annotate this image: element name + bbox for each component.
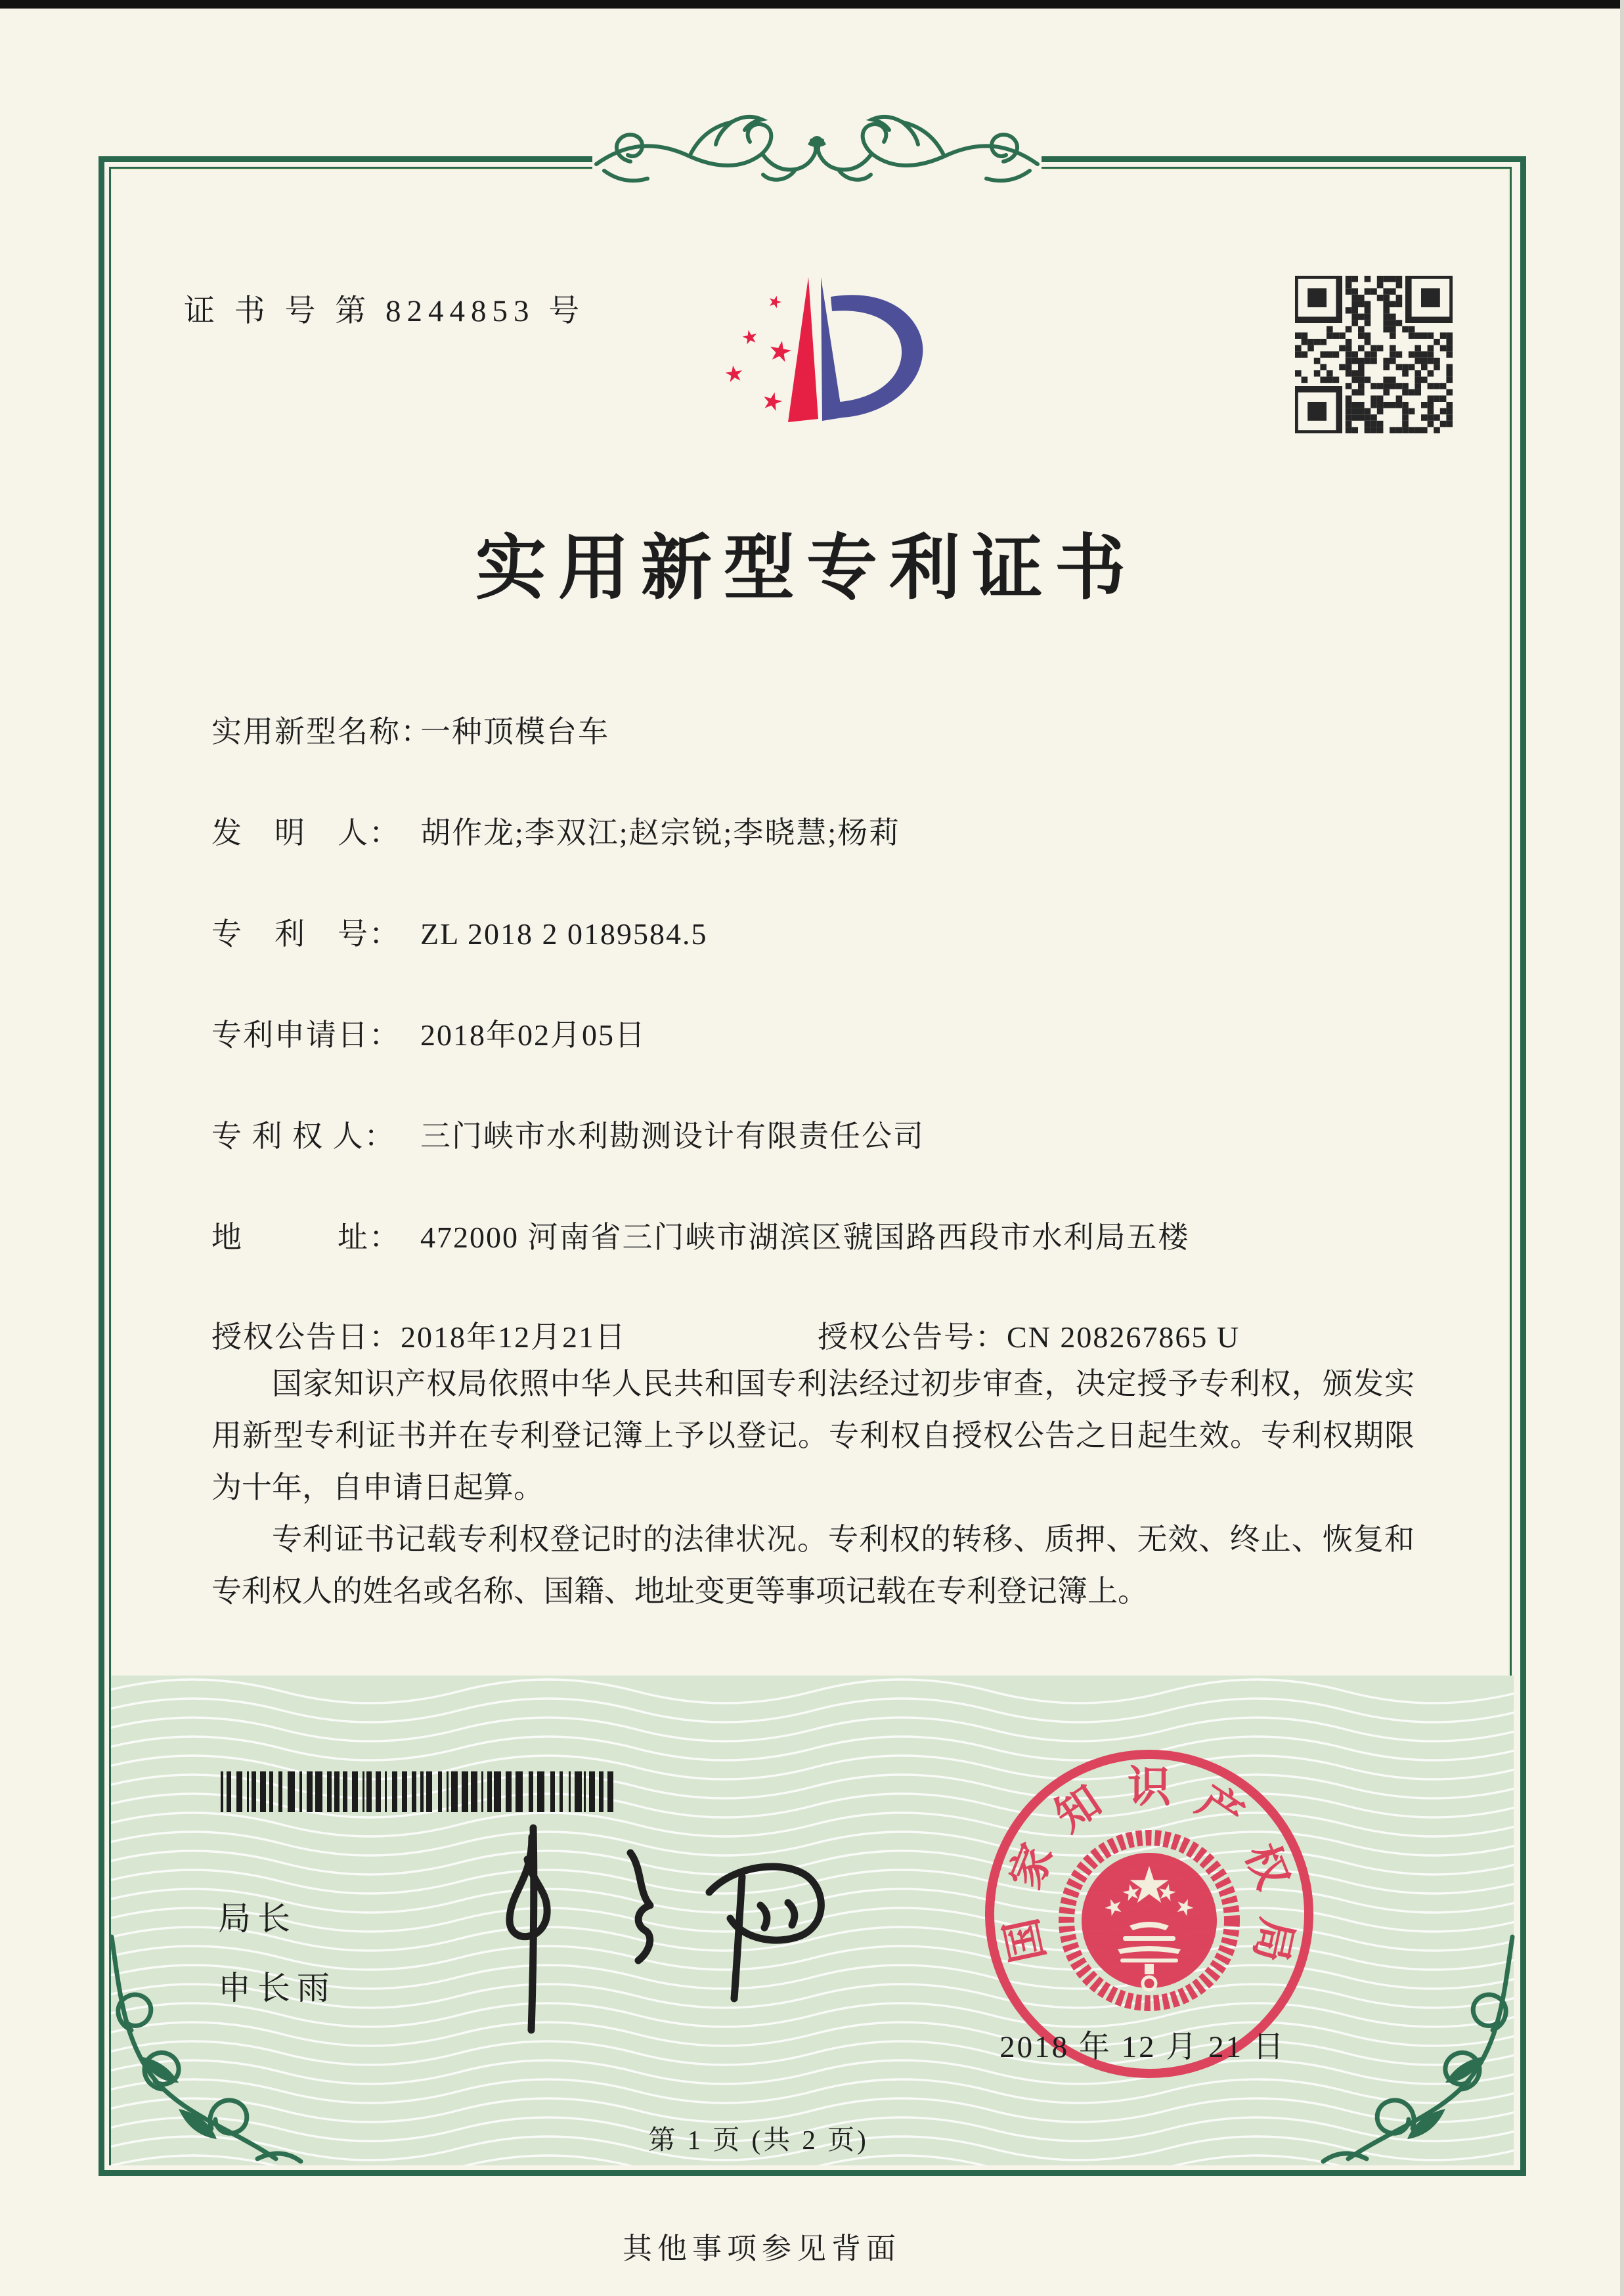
field-row-name [211, 708, 1433, 751]
field-label: 发 明 人： [211, 816, 401, 850]
field-value: 三门峡市水利勘测设计有限责任公司 [420, 1119, 925, 1153]
field-row-patent-number [211, 910, 1433, 953]
field-label: 实用新型名称： [211, 715, 432, 748]
field-row-address [211, 1213, 1433, 1257]
body-text [211, 1358, 1415, 1617]
svg-text:识: 识 [1128, 1764, 1171, 1811]
svg-text:国: 国 [998, 1914, 1054, 1966]
svg-text:产: 产 [1188, 1777, 1252, 1842]
field-value: 一种顶模台车 [420, 715, 609, 748]
field-value: 胡作龙;李双江;赵宗锐;李晓慧;杨莉 [420, 816, 901, 850]
grant-date-value: 2018年12月21日 [401, 1320, 626, 1354]
director-signature [433, 1813, 867, 2063]
qr-code [1295, 276, 1453, 433]
field-value: 472000 河南省三门峡市湖滨区虢国路西段市水利局五楼 [420, 1221, 1190, 1254]
scan-edge [1620, 0, 1624, 2296]
grant-number-label: 授权公告号： [818, 1320, 1007, 1354]
director-title: 局长 [218, 1900, 297, 1937]
field-label: 专利申请日： [211, 1018, 401, 1052]
field-value: 2018年02月05日 [420, 1018, 646, 1052]
barcode [221, 1771, 623, 1812]
certificate-number: 证 书 号 第 8244853 号 [184, 294, 586, 328]
field-label: 专 利 号： [211, 917, 401, 951]
seal-date: 2018 年 12 月 21 日 [999, 2030, 1286, 2064]
field-label: 地 址： [211, 1221, 401, 1254]
cnipa-patent-logo-icon [695, 261, 938, 458]
svg-text:局: 局 [1244, 1914, 1301, 1966]
field-row-grant [211, 1313, 1433, 1356]
back-side-note: 其他事项参见背面 [622, 2232, 901, 2265]
director-name: 申长雨 [218, 1970, 336, 2006]
body-paragraph: 国家知识产权局依照中华人民共和国专利法经过初步审查，决定授予专利权，颁发实用新型专利证书并在专利登记簿上予以登记。专利权自授权公告之日起生效。专利权期限为十年，自申请日起算。 [211, 1367, 1415, 1504]
field-row-inventors [211, 809, 1433, 852]
field-row-filing-date [211, 1011, 1433, 1054]
field-row-patentee [211, 1112, 1433, 1156]
svg-text:权: 权 [1236, 1837, 1297, 1896]
field-label: 专 利 权 人： [211, 1119, 396, 1153]
page-number: 第 1 页 (共 2 页) [648, 2125, 869, 2155]
certificate-title: 实用新型专利证书 [475, 530, 1137, 608]
svg-text:知: 知 [1047, 1777, 1110, 1842]
svg-text:家: 家 [1001, 1837, 1063, 1896]
grant-date-label: 授权公告日： [211, 1320, 401, 1354]
dragon-ornament [591, 98, 1043, 227]
grant-number-value: CN 208267865 U [1007, 1320, 1240, 1354]
scan-edge [0, 0, 1624, 9]
body-paragraph: 专利证书记载专利权登记时的法律状况。专利权的转移、质押、无效、终止、恢复和专利权人的姓名或名称、国籍、地址变更等事项记载在专利登记簿上。 [211, 1523, 1415, 1608]
field-value: ZL 2018 2 0189584.5 [420, 917, 708, 951]
